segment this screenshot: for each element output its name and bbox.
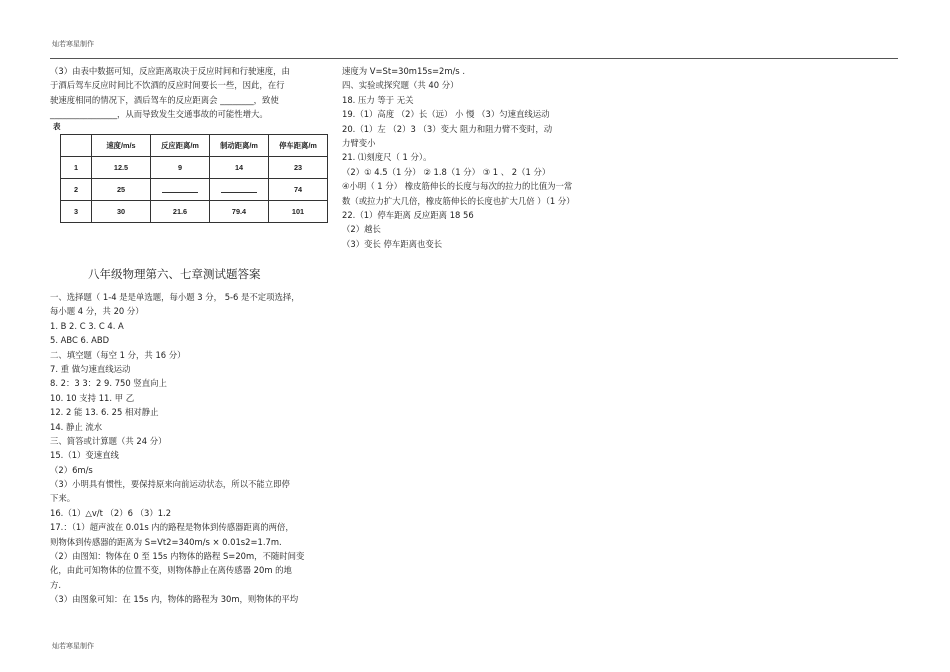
answer-line: 21. ⑴刻度尺（ 1 分）。 xyxy=(342,152,432,163)
text-line: （3）由表中数据可知，反应距离取决于反应时间和行驶速度，由 xyxy=(50,66,290,76)
answer-line: 四、实验或探究题（共 40 分） xyxy=(342,80,459,91)
answer-line: 18. 压力 等于 无关 xyxy=(342,94,414,105)
answer-line: 化，由此可知物体的位置不变，则物体静止在离传感器 20m 的地 xyxy=(50,565,292,576)
table-cell: 30 xyxy=(92,201,151,223)
answer-line: 14. 静止 流水 xyxy=(50,421,103,432)
answer-line: 则物体到传感器的距离为 S=Vt2=340m/s × 0.01s2=1.7m. xyxy=(50,536,282,547)
answer-line: （2）由图知：物体在 0 至 15s 内物体的路程 S=20m，不随时间变 xyxy=(50,551,305,562)
table-cell-blank xyxy=(151,179,210,201)
left-top-text xyxy=(50,64,318,122)
answer-line: （3）小明具有惯性，要保持原来向前运动状态，所以不能立即停 xyxy=(50,479,290,490)
fill-in-blank xyxy=(162,184,198,193)
table-cell: 2 xyxy=(61,179,92,201)
answer-line: 下来。 xyxy=(50,493,76,504)
answer-line: 每小题 4 分，共 20 分） xyxy=(50,306,144,317)
answer-line: 12. 2 能 13. 6. 25 相对静止 xyxy=(50,407,159,418)
fill-in-blank xyxy=(221,184,257,193)
footer-watermark: 灿若寒星制作 xyxy=(52,642,94,650)
table-cell: 9 xyxy=(151,157,210,179)
left-answer-text xyxy=(50,290,318,607)
answer-line: 一、选择题（ 1-4 是是单选题，每小题 3 分， 5-6 是不定项选择， xyxy=(50,292,300,302)
header-rule xyxy=(50,58,898,59)
table-cell: 79.4 xyxy=(210,201,269,223)
answer-line: 数（或拉力扩大几倍，橡皮筋伸长的长度也扩大几倍 ）（1 分） xyxy=(342,195,575,206)
answer-line: 16.（1）△v/t （2）6 （3）1.2 xyxy=(50,507,172,518)
table-cell-blank xyxy=(210,179,269,201)
answer-line: 8. 2：3 3：2 9. 750 竖直向上 xyxy=(50,378,167,389)
right-answer-text xyxy=(342,64,642,251)
answer-line: 17.：（1）超声波在 0.01s 内的路程是物体到传感器距离的两倍， xyxy=(50,522,294,533)
answer-line: （3）变长 停车距离也变长 xyxy=(342,238,443,249)
text-line: 驶速度相同的情况下，酒后驾车的反应距离会 ________，致使 xyxy=(50,94,279,105)
answer-line: 二、填空题（每空 1 分，共 16 分） xyxy=(50,349,186,360)
answer-line: 速度为 V=St=30m15s=2m/s . xyxy=(342,66,465,76)
answer-line: （2）6m/s xyxy=(50,464,93,475)
header-watermark: 灿若寒星制作 xyxy=(52,40,94,48)
answer-line: 22.（1）停车距离 反应距离 18 56 xyxy=(342,209,474,220)
table-header-cell: 反应距离/m xyxy=(151,135,210,157)
answer-line: 10. 10 支持 11. 甲 乙 xyxy=(50,392,135,403)
answer-line: 5. ABC 6. ABD xyxy=(50,335,110,346)
table-header-cell: 停车距离/m xyxy=(269,135,328,157)
table-cell: 1 xyxy=(61,157,92,179)
answer-line: 三、简答或计算题（共 24 分） xyxy=(50,435,167,446)
table-cell: 12.5 xyxy=(92,157,151,179)
table-header-cell xyxy=(61,135,92,157)
answer-line: 方. xyxy=(50,579,62,590)
table-row xyxy=(61,201,328,223)
section-title: 八年级物理第六、七章测试题答案 xyxy=(88,267,261,281)
table-cell: 21.6 xyxy=(151,201,210,223)
answer-line: 力臂变小 xyxy=(342,137,376,148)
answer-line: 20.（1）左 （2）3 （3）变大 阻力和阻力臂不变时，动 xyxy=(342,123,553,134)
answer-line: （3）由图象可知：在 15s 内，物体的路程为 30m，则物体的平均 xyxy=(50,594,299,605)
table-cell: 14 xyxy=(210,157,269,179)
answer-line: ④小明（ 1 分） 橡皮筋伸长的长度与每次的拉力的比值为一常 xyxy=(342,181,573,192)
table-header-cell: 制动距离/m xyxy=(210,135,269,157)
table-cell: 25 xyxy=(92,179,151,201)
answer-line: 15.（1）变速直线 xyxy=(50,450,119,461)
answer-line: （2）① 4.5（1 分） ② 1.8（1 分） ③ 1 、 2（1 分） xyxy=(342,166,551,177)
table-label: 表 xyxy=(53,122,61,131)
answer-line: （2）越长 xyxy=(342,224,381,235)
table-header-row xyxy=(61,135,328,157)
table-cell: 3 xyxy=(61,201,92,223)
table-header-cell: 速度/m/s xyxy=(92,135,151,157)
data-table xyxy=(60,134,328,223)
answer-line: 1. B 2. C 3. C 4. A xyxy=(50,320,124,331)
answer-line: 7. 重 做匀速直线运动 xyxy=(50,363,131,374)
text-line: ________________，从而导致发生交通事故的可能性增大。 xyxy=(50,109,268,120)
table-cell: 74 xyxy=(269,179,328,201)
table-row xyxy=(61,157,328,179)
table-cell: 23 xyxy=(269,157,328,179)
text-line: 于酒后驾车反应时间比不饮酒的反应时间要长一些，因此，在行 xyxy=(50,80,285,91)
answer-line: 19.（1）高度 （2）长（远） 小 慢 （3）匀速直线运动 xyxy=(342,109,550,120)
table-row xyxy=(61,179,328,201)
table-cell: 101 xyxy=(269,201,328,223)
